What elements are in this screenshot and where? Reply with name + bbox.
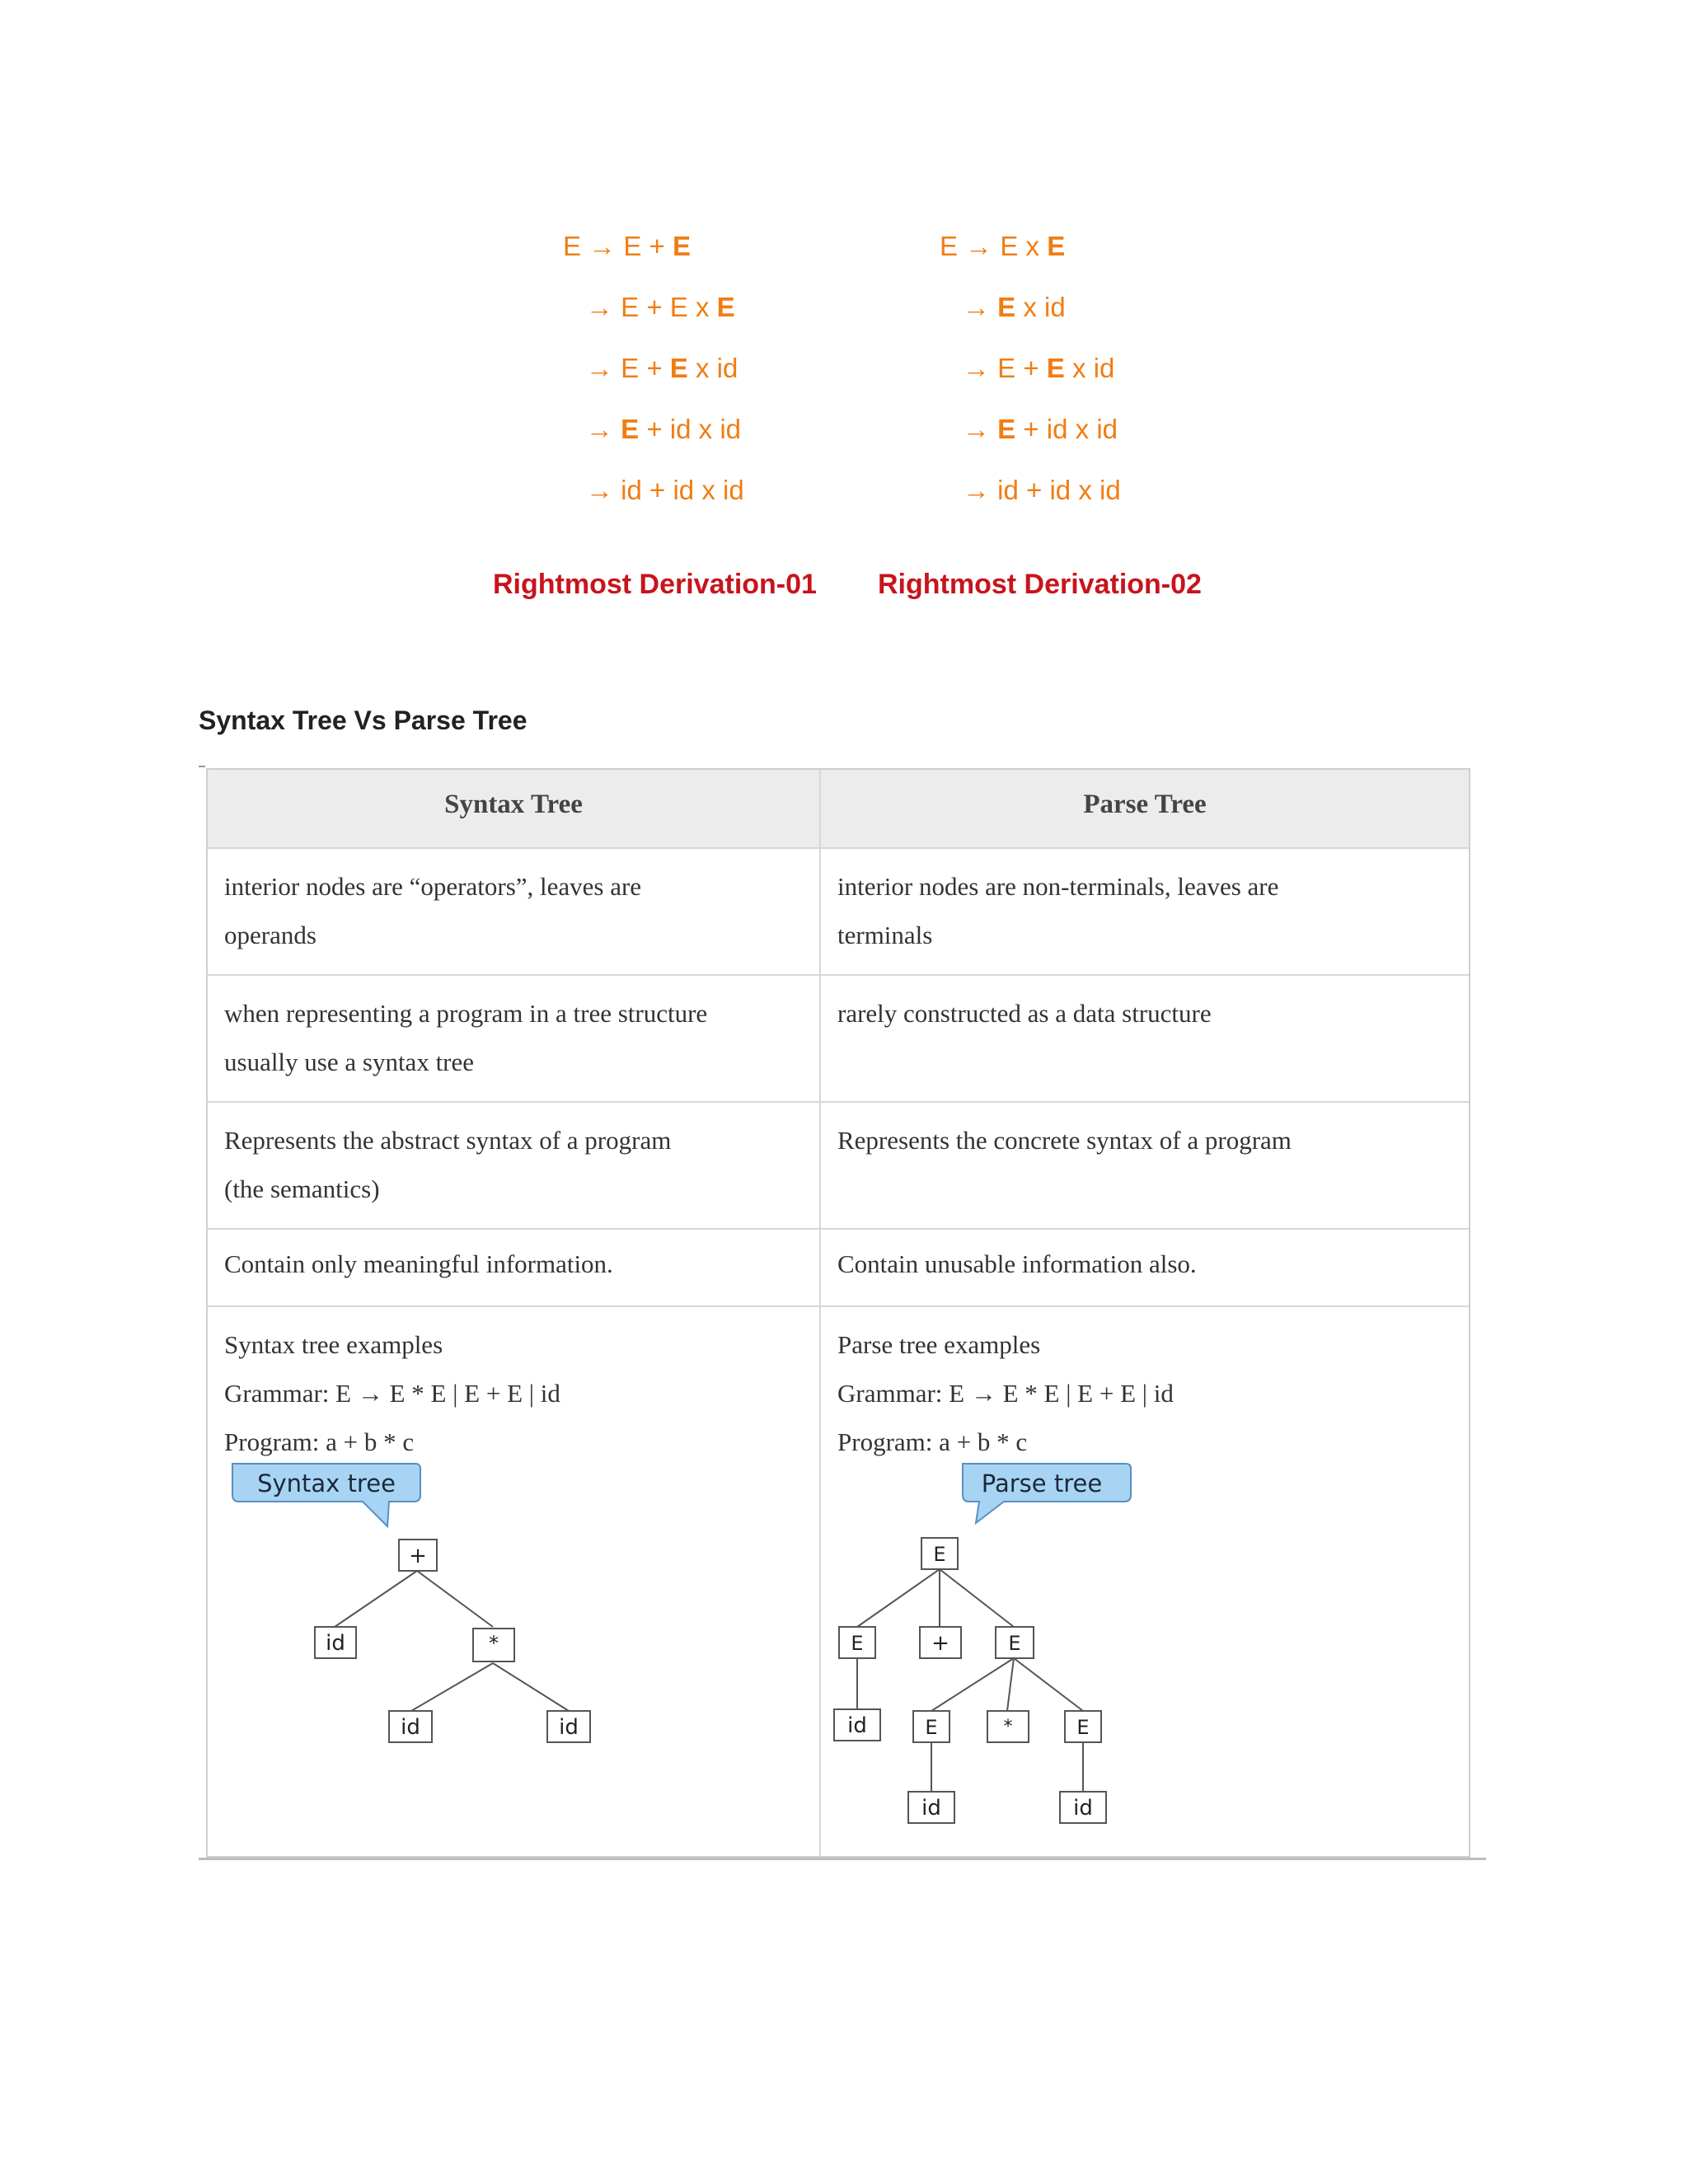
parse-node-e-b	[913, 1711, 950, 1742]
example-program: Program: a + b * c	[224, 1427, 415, 1456]
example-title: Parse tree examples	[837, 1330, 1041, 1359]
syntax-tree-callout-label: Syntax tree	[257, 1469, 396, 1497]
parse-tree-callout	[963, 1464, 1131, 1523]
parse-node-star	[987, 1711, 1029, 1742]
parse-tree-callout-label: Parse tree	[981, 1469, 1103, 1497]
derivation-02-caption: Rightmost Derivation-02	[878, 569, 1202, 600]
parse-node-root-e-label: E	[933, 1543, 946, 1566]
syntax-node-plus	[399, 1540, 437, 1571]
syntax-node-id-left	[389, 1711, 432, 1742]
derivation-01-line-1: E → E + E	[563, 231, 691, 261]
parse-node-id-a-label: id	[847, 1713, 867, 1738]
cell-line: Contain unusable information also.	[837, 1249, 1197, 1278]
cell-line: usually use a syntax tree	[224, 1047, 475, 1076]
parse-tree-edges	[857, 1569, 1083, 1792]
parse-node-e-right-label: E	[1008, 1632, 1021, 1655]
syntax-node-id-label: id	[326, 1631, 345, 1656]
parse-node-id-b	[908, 1792, 954, 1823]
parse-node-e-left-label: E	[851, 1632, 864, 1655]
section-heading: Syntax Tree Vs Parse Tree	[199, 705, 528, 735]
parse-tree-diagram	[821, 770, 1469, 1856]
derivation-02-line-1: E → E x E	[940, 231, 1066, 261]
example-grammar: Grammar: E → E * E | E + E | id	[224, 1379, 560, 1408]
cell-line: terminals	[837, 921, 933, 949]
parse-node-e-c-label: E	[1076, 1716, 1090, 1739]
syntax-node-id	[315, 1627, 356, 1658]
derivation-02-line-3: → E + E x id	[963, 353, 1115, 383]
cell-line: interior nodes are non-terminals, leaves are	[837, 872, 1279, 901]
cell-line: (the semantics)	[224, 1174, 380, 1203]
parse-node-star-label: *	[1003, 1717, 1013, 1737]
derivation-01-line-2: → E + E x E	[586, 292, 735, 322]
derivation-02-line-4: → E + id x id	[963, 414, 1118, 444]
parse-node-id-c-label: id	[1073, 1796, 1093, 1821]
syntax-node-id-right-label: id	[559, 1715, 579, 1740]
parse-node-e-b-label: E	[925, 1716, 938, 1739]
example-program: Program: a + b * c	[837, 1427, 1028, 1456]
example-title: Syntax tree examples	[224, 1330, 443, 1359]
syntax-node-id-right	[547, 1711, 590, 1742]
parse-node-plus-label: +	[931, 1631, 950, 1656]
header-parse-tree: Parse Tree	[821, 770, 1469, 847]
syntax-tree-edges	[335, 1571, 569, 1711]
example-grammar: Grammar: E → E * E | E + E | id	[837, 1379, 1174, 1408]
syntax-node-star	[473, 1629, 514, 1661]
syntax-node-star-label: *	[489, 1632, 499, 1655]
parse-node-e-left	[839, 1627, 875, 1658]
comparison-table	[206, 768, 1470, 1858]
syntax-tree-diagram	[208, 770, 819, 1856]
derivation-01-caption: Rightmost Derivation-01	[493, 569, 817, 600]
cell-line: Represents the concrete syntax of a program	[837, 1126, 1292, 1155]
cell-line: rarely constructed as a data structure	[837, 999, 1212, 1028]
parse-node-e-right	[996, 1627, 1034, 1658]
header-syntax-tree: Syntax Tree	[208, 770, 819, 847]
syntax-tree-callout	[232, 1464, 420, 1526]
parse-node-id-c	[1060, 1792, 1106, 1823]
cell-line: operands	[224, 921, 316, 949]
derivation-02-line-5: → id + id x id	[963, 475, 1121, 505]
derivation-01-line-3: → E + E x id	[586, 353, 738, 383]
syntax-node-id-left-label: id	[401, 1715, 420, 1740]
derivation-02-line-2: → E x id	[963, 292, 1066, 322]
parse-node-id-b-label: id	[921, 1796, 941, 1821]
derivation-01	[0, 0, 824, 626]
parse-node-plus	[920, 1627, 961, 1658]
syntax-node-plus-label: +	[409, 1544, 427, 1568]
derivation-02	[824, 0, 1648, 626]
parse-node-root-e	[921, 1538, 958, 1569]
table-bottom-rule	[199, 1858, 1486, 1860]
cell-line: when representing a program in a tree structure	[224, 999, 708, 1028]
cell-line: Contain only meaningful information.	[224, 1249, 613, 1278]
parse-node-e-c	[1065, 1711, 1101, 1742]
cell-line: interior nodes are “operators”, leaves are	[224, 872, 642, 901]
heading-marker	[199, 766, 205, 767]
parse-node-id-a	[834, 1709, 880, 1741]
derivation-01-line-4: → E + id x id	[586, 414, 742, 444]
derivation-01-line-5: → id + id x id	[586, 475, 744, 505]
cell-line: Represents the abstract syntax of a program	[224, 1126, 672, 1155]
